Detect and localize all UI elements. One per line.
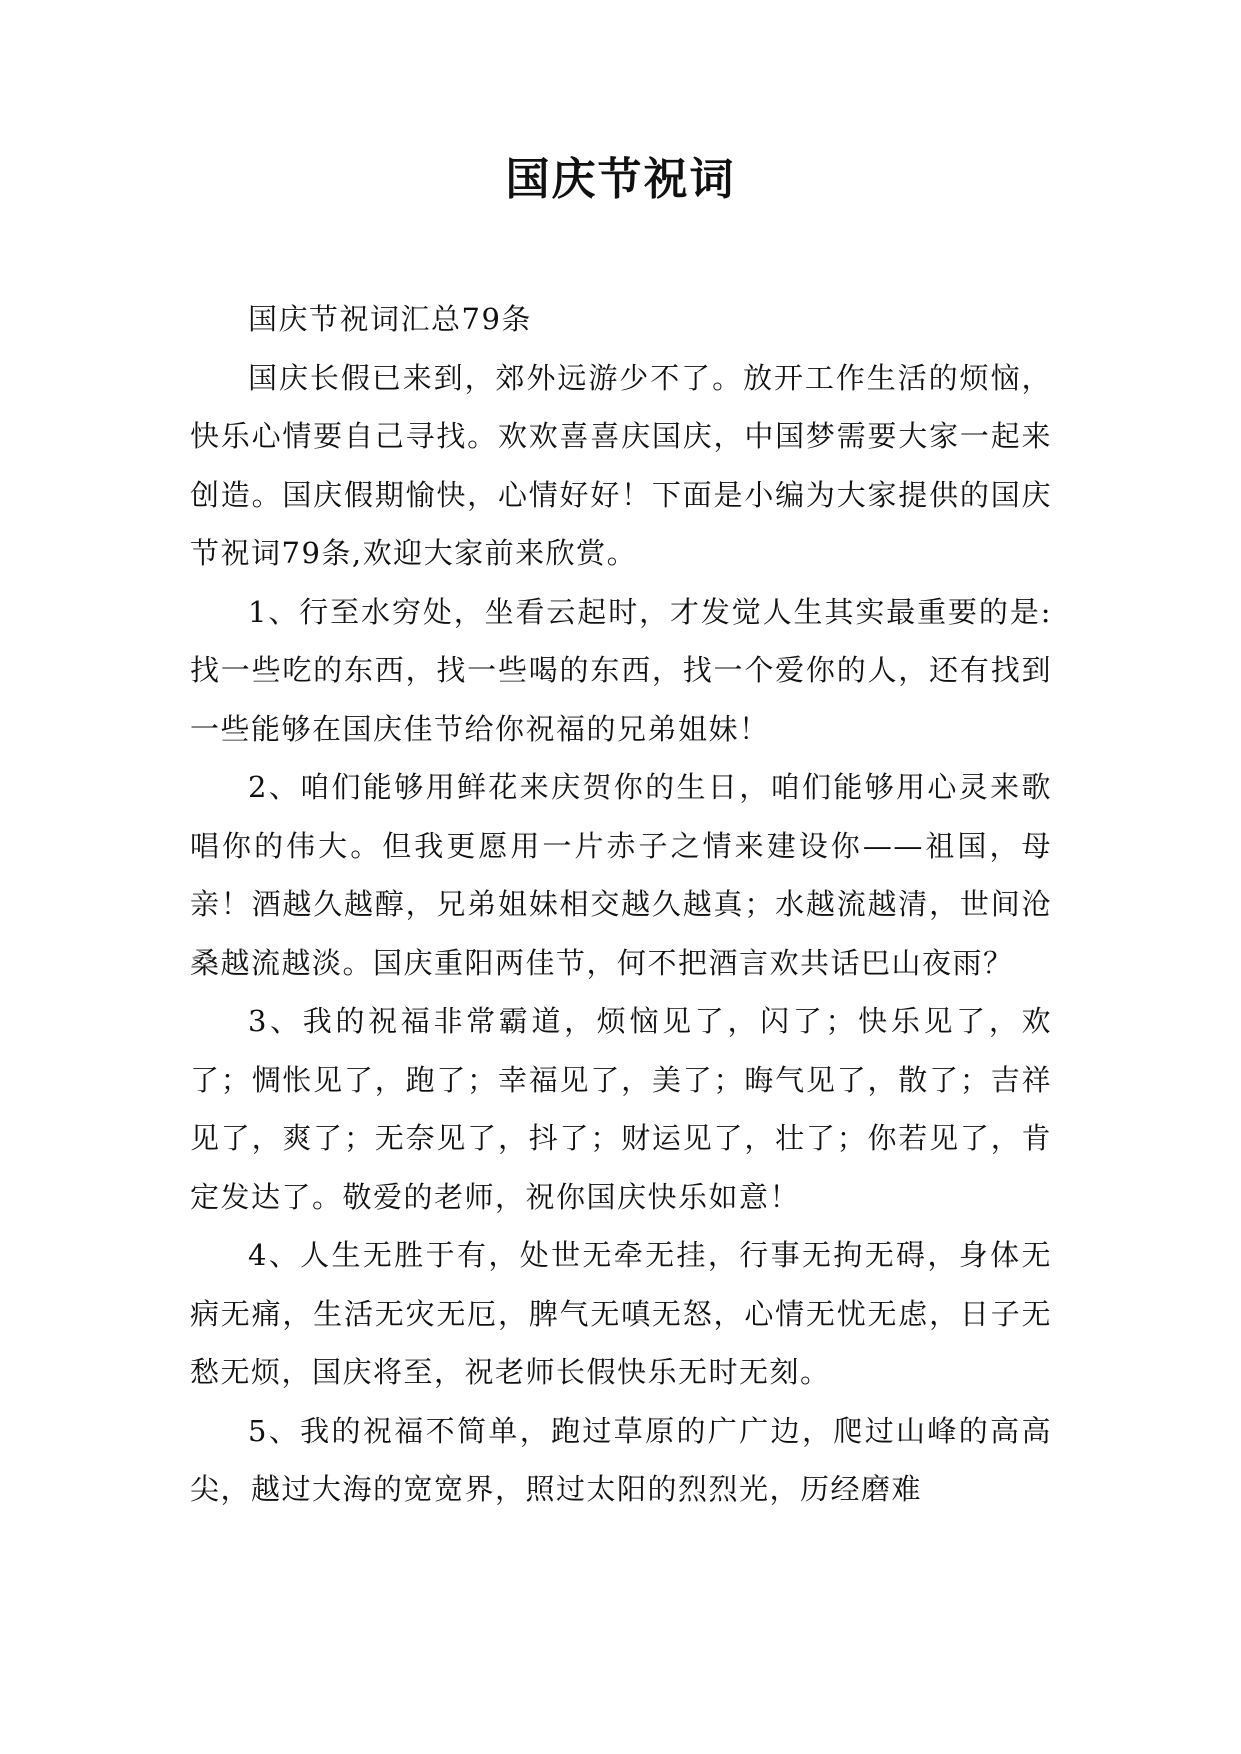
paragraph-intro: 国庆长假已来到，郊外远游少不了。放开工作生活的烦恼，快乐心情要自己寻找。欢欢喜喜庆国庆，中国梦需要大家一起来创造。国庆假期愉快，心情好好！下面是小编为大家提供的国庆节祝词79条,欢迎大家前来欣赏。	[190, 360, 1052, 570]
paragraph-item-3: 3、我的祝福非常霸道，烦恼见了，闪了；快乐见了，欢了；惆怅见了，跑了；幸福见了，美了；晦气见了，散了；吉祥见了，爽了；无奈见了，抖了；财运见了，壮了；你若见了，肯定发达了。敬爱的老师，祝你国庆快乐如意！	[190, 1004, 1052, 1214]
paragraph-item-4: 4、人生无胜于有，处世无牵无挂，行事无拘无碍，身体无病无痛，生活无灾无厄，脾气无嗔无怒，心情无忧无虑，日子无愁无烦，国庆将至，祝老师长假快乐无时无刻。	[190, 1238, 1052, 1389]
paragraph-item-5: 5、我的祝福不简单，跑过草原的广广边，爬过山峰的高高尖，越过大海的宽宽界，照过太阳的烈烈光，历经磨难	[190, 1413, 1052, 1506]
document-title: 国庆节祝词	[505, 154, 736, 205]
paragraph-item-1: 1、行至水穷处，坐看云起时，才发觉人生其实最重要的是:找一些吃的东西，找一些喝的东西，找一个爱你的人，还有找到一些能够在国庆佳节给你祝福的兄弟姐妹！	[190, 594, 1052, 746]
document-body	[190, 290, 1052, 1519]
paragraph-item-2: 2、咱们能够用鲜花来庆贺你的生日，咱们能够用心灵来歌唱你的伟大。但我更愿用一片赤子之情来建设你——祖国，母亲！酒越久越醇，兄弟姐妹相交越久越真；水越流越清，世间沧桑越流越淡。国庆重阳两佳节，何不把酒言欢共话巴山夜雨？	[190, 770, 1052, 980]
paragraph-intro-heading: 国庆节祝词汇总79条	[248, 302, 532, 336]
